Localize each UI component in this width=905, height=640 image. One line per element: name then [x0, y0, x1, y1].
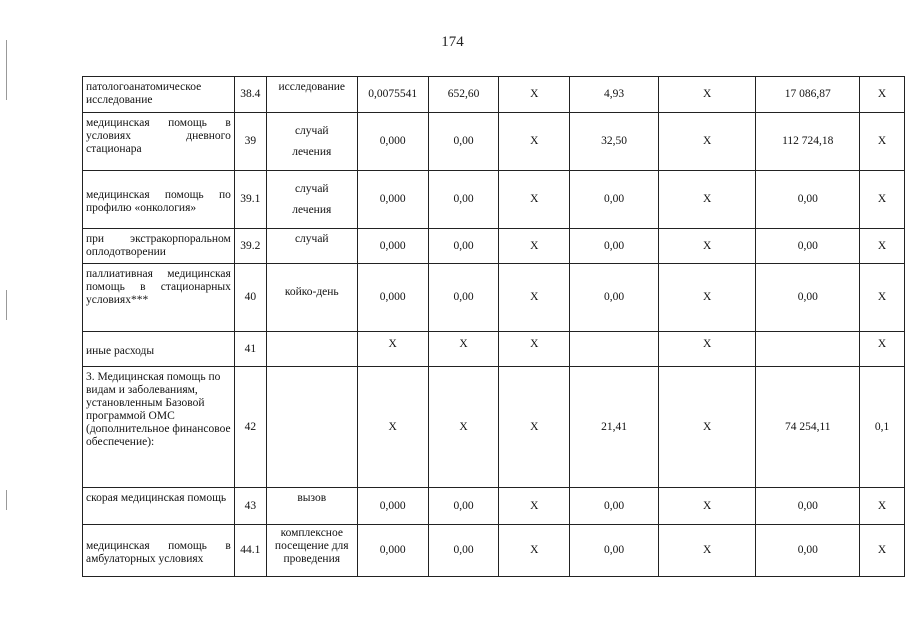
- cell-value: X: [499, 332, 570, 367]
- cell-value: 32,50: [570, 113, 659, 171]
- tariff-table: [82, 76, 905, 577]
- row-code: 39.1: [234, 171, 266, 229]
- table-row: [83, 77, 905, 113]
- row-name: патологоанатомическое исследование: [83, 77, 235, 113]
- cell-value: 74 254,11: [756, 367, 860, 488]
- cell-value: [756, 332, 860, 367]
- row-unit: комплексное посещение для проведения: [266, 525, 357, 577]
- cell-value: X: [658, 525, 756, 577]
- cell-value: X: [658, 332, 756, 367]
- cell-value: X: [499, 367, 570, 488]
- cell-value: 0,00: [570, 525, 659, 577]
- cell-value: X: [499, 171, 570, 229]
- cell-value: X: [658, 171, 756, 229]
- cell-value: X: [428, 332, 499, 367]
- row-unit: [266, 113, 357, 171]
- cell-value: 0,00: [428, 229, 499, 264]
- row-unit: случай: [266, 229, 357, 264]
- table-row: [83, 525, 905, 577]
- cell-value: 0,000: [357, 525, 428, 577]
- cell-value: 0,00: [428, 171, 499, 229]
- cell-value: 21,41: [570, 367, 659, 488]
- cell-value: 0,00: [428, 525, 499, 577]
- cell-value: X: [357, 332, 428, 367]
- cell-value: X: [860, 525, 905, 577]
- cell-value: 0,00: [570, 264, 659, 332]
- cell-value: X: [658, 367, 756, 488]
- cell-value: 0,000: [357, 229, 428, 264]
- cell-value: 0,00: [756, 229, 860, 264]
- row-unit: койко-день: [266, 264, 357, 332]
- cell-value: X: [860, 171, 905, 229]
- cell-value: 0,00: [428, 113, 499, 171]
- cell-value: X: [499, 264, 570, 332]
- cell-value: 0,00: [756, 525, 860, 577]
- cell-value: X: [658, 77, 756, 113]
- cell-value: X: [499, 488, 570, 525]
- cell-value: X: [860, 77, 905, 113]
- row-name: медицинская помощь в амбулаторных условиях: [83, 525, 235, 577]
- cell-value: 0,00: [428, 488, 499, 525]
- row-code: 38.4: [234, 77, 266, 113]
- row-code: 42: [234, 367, 266, 488]
- table-row: [83, 171, 905, 229]
- scan-edge-mark: [6, 40, 7, 100]
- cell-value: 0,00: [428, 264, 499, 332]
- unit-line: лечения: [292, 204, 332, 216]
- cell-value: X: [428, 367, 499, 488]
- row-code: 41: [234, 332, 266, 367]
- table-row: [83, 113, 905, 171]
- row-name: паллиативная медицинская помощь в стационарных условиях***: [83, 264, 235, 332]
- cell-value: 0,00: [570, 488, 659, 525]
- page-number: 174: [441, 34, 464, 50]
- unit-line: случай: [294, 125, 329, 137]
- cell-value: X: [499, 229, 570, 264]
- row-unit: [266, 332, 357, 367]
- row-name: иные расходы: [83, 332, 235, 367]
- row-name: при экстракорпоральном оплодотворении: [83, 229, 235, 264]
- cell-value: 0,00: [756, 488, 860, 525]
- cell-value: X: [499, 77, 570, 113]
- cell-value: [570, 332, 659, 367]
- cell-value: 0,000: [357, 113, 428, 171]
- cell-value: X: [860, 264, 905, 332]
- cell-value: X: [499, 525, 570, 577]
- cell-value: 0,00: [570, 229, 659, 264]
- cell-value: 0,000: [357, 488, 428, 525]
- cell-value: X: [860, 229, 905, 264]
- cell-value: X: [658, 488, 756, 525]
- cell-value: 0,000: [357, 171, 428, 229]
- row-unit: исследование: [266, 77, 357, 113]
- cell-value: 0,00: [570, 171, 659, 229]
- cell-value: X: [658, 264, 756, 332]
- row-code: 43: [234, 488, 266, 525]
- table-row: [83, 264, 905, 332]
- cell-value: 4,93: [570, 77, 659, 113]
- cell-value: X: [860, 113, 905, 171]
- row-name: медицинская помощь по профилю «онкология»: [83, 171, 235, 229]
- cell-value: X: [658, 113, 756, 171]
- row-name: медицинская помощь в условиях дневного стационара: [83, 113, 235, 171]
- cell-value: 17 086,87: [756, 77, 860, 113]
- table-row: [83, 332, 905, 367]
- scan-edge-mark: [6, 290, 7, 320]
- cell-value: 0,00: [756, 264, 860, 332]
- row-unit: [266, 367, 357, 488]
- cell-value: X: [860, 332, 905, 367]
- cell-value: 0,0075541: [357, 77, 428, 113]
- table-row: [83, 488, 905, 525]
- row-name: скорая медицинская помощь: [83, 488, 235, 525]
- row-code: 40: [234, 264, 266, 332]
- cell-value: 112 724,18: [756, 113, 860, 171]
- row-code: 39.2: [234, 229, 266, 264]
- unit-line: лечения: [292, 146, 332, 158]
- unit-line: случай: [294, 183, 329, 195]
- row-code: 39: [234, 113, 266, 171]
- cell-value: X: [357, 367, 428, 488]
- cell-value: X: [658, 229, 756, 264]
- row-unit: [266, 171, 357, 229]
- scan-edge-mark: [6, 490, 7, 510]
- cell-value: 0,000: [357, 264, 428, 332]
- cell-value: X: [860, 488, 905, 525]
- cell-value: X: [499, 113, 570, 171]
- cell-value: 652,60: [428, 77, 499, 113]
- table-row: [83, 367, 905, 488]
- cell-value: 0,1: [860, 367, 905, 488]
- row-code: 44.1: [234, 525, 266, 577]
- row-name: 3. Медицинская помощь по видам и заболеваниям, установленным Базовой программой ОМС (дополнительное финансовое обеспечение):: [83, 367, 235, 488]
- table-row: [83, 229, 905, 264]
- row-unit: вызов: [266, 488, 357, 525]
- cell-value: 0,00: [756, 171, 860, 229]
